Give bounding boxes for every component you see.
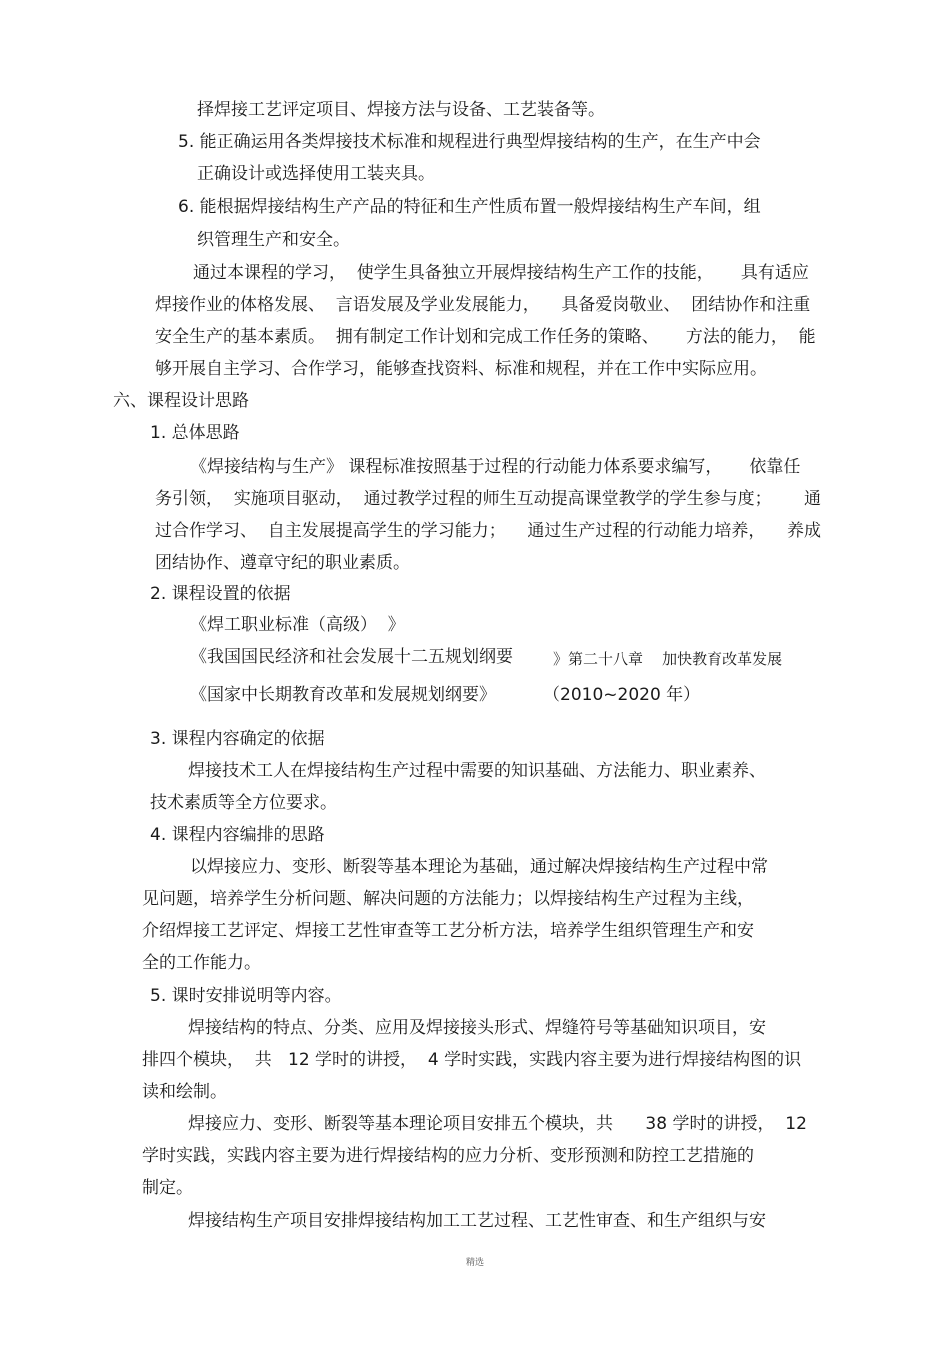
text-line: 择焊接工艺评定项目、焊接方法与设备、工艺装备等。	[197, 100, 605, 120]
reference-line: 《国家中长期教育改革和发展规划纲要》	[190, 685, 496, 705]
text-line: 焊接技术工人在焊接结构生产过程中需要的知识基础、方法能力、职业素养、	[188, 761, 766, 781]
text-line: 焊接结构的特点、分类、应用及焊接接头形式、焊缝符号等基础知识项目，安	[188, 1018, 766, 1038]
text-line: 团结协作、遵章守纪的职业素质。	[155, 553, 410, 573]
reference-line-chapter: 》第二十八章 加快教育改革发展	[553, 650, 783, 668]
text-line: 读和绘制。	[142, 1082, 227, 1102]
reference-line-years: （2010~2020 年）	[543, 685, 701, 705]
text-line: 技术素质等全方位要求。	[150, 793, 337, 813]
text-line: 制定。	[142, 1178, 193, 1198]
text-line: 通过本课程的学习， 使学生具备独立开展焊接结构生产工作的技能， 具有适应	[193, 263, 809, 283]
text-line: 焊接应力、变形、断裂等基本理论项目安排五个模块，共 38 学时的讲授， 12	[188, 1114, 807, 1134]
page-footer: 精选	[466, 1258, 485, 1268]
text-line: 见问题，培养学生分析问题、解决问题的方法能力；以焊接结构生产过程为主线，	[142, 889, 754, 909]
text-line: 6. 能根据焊接结构生产产品的特征和生产性质布置一般焊接结构生产车间，组	[178, 197, 761, 217]
text-line: 介绍焊接工艺评定、焊接工艺性审查等工艺分析方法，培养学生组织管理生产和安	[142, 921, 754, 941]
text-line: 5. 能正确运用各类焊接技术标准和规程进行典型焊接结构的生产，在生产中会	[178, 132, 761, 152]
text-line: 务引领， 实施项目驱动， 通过教学过程的师生互动提高课堂教学的学生参与度； 通	[155, 489, 822, 509]
text-line: 排四个模块， 共 12 学时的讲授， 4 学时实践，实践内容主要为进行焊接结构图的识	[142, 1050, 802, 1070]
text-line: 焊接作业的体格发展、 言语发展及学业发展能力， 具备爱岗敬业、 团结协作和注重	[155, 295, 811, 315]
section-heading: 六、课程设计思路	[113, 391, 249, 411]
subsection-heading: 3. 课程内容确定的依据	[150, 729, 325, 749]
text-line: 织管理生产和安全。	[197, 230, 350, 250]
text-line: 学时实践，实践内容主要为进行焊接结构的应力分析、变形预测和防控工艺措施的	[142, 1146, 754, 1166]
text-line: 焊接结构生产项目安排焊接结构加工工艺过程、工艺性审查、和生产组织与安	[188, 1211, 766, 1231]
subsection-heading: 2. 课程设置的依据	[150, 584, 291, 604]
text-line: 全的工作能力。	[142, 953, 261, 973]
text-line: 过合作学习、 自主发展提高学生的学习能力； 通过生产过程的行动能力培养， 养成	[155, 521, 822, 541]
text-line: 以焊接应力、变形、断裂等基本理论为基础，通过解决焊接结构生产过程中常	[190, 857, 768, 877]
text-line: 安全生产的基本素质。 拥有制定工作计划和完成工作任务的策略、 方法的能力， 能	[155, 327, 816, 347]
subsection-heading: 1. 总体思路	[150, 423, 240, 443]
reference-line: 《我国国民经济和社会发展十二五规划纲要	[190, 647, 513, 667]
text-line: 《焊接结构与生产》 课程标准按照基于过程的行动能力体系要求编写， 依靠任	[190, 457, 801, 477]
text-line: 正确设计或选择使用工装夹具。	[197, 164, 435, 184]
reference-line: 《焊工职业标准（高级） 》	[190, 615, 405, 635]
subsection-heading: 5. 课时安排说明等内容。	[150, 986, 342, 1006]
subsection-heading: 4. 课程内容编排的思路	[150, 825, 325, 845]
text-line: 够开展自主学习、合作学习，能够查找资料、标准和规程，并在工作中实际应用。	[155, 359, 767, 379]
